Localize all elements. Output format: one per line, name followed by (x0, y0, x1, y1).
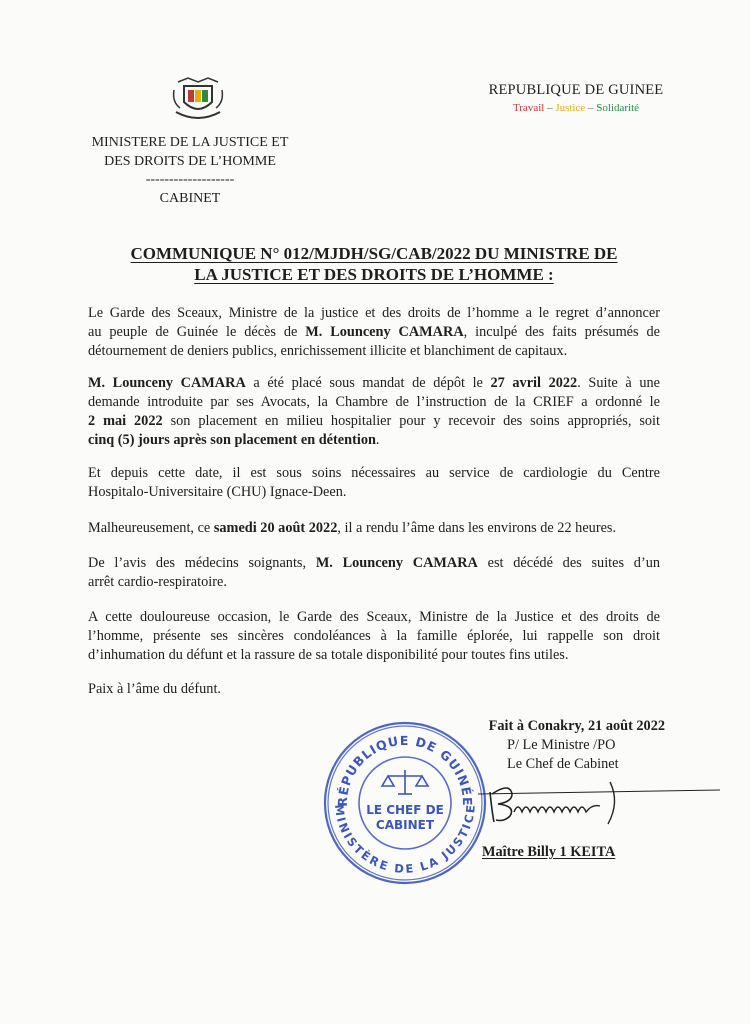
text-line: Paix à l’âme du défunt. (88, 681, 222, 697)
motto-separator: – (585, 102, 597, 114)
date-death: samedi 20 août 2022 (213, 520, 338, 536)
stamp-center-line-2: CABINET (375, 818, 435, 832)
text-span: , il a rendu l’âme dans les environs de 22 heures. (337, 520, 617, 536)
text-line (88, 374, 660, 393)
signatory-title: Le Chef de Cabinet (507, 756, 619, 772)
stamp-text-bottom: MINISTÈRE DE LA JUSTICE (331, 803, 478, 876)
republic-title: REPUBLIQUE DE GUINEE (488, 82, 664, 98)
motto-separator: – (544, 102, 556, 114)
text-span: De l’avis des médecins soignants, (88, 555, 316, 571)
text-span: Malheureusement, ce (88, 520, 214, 536)
signatory-name: Maître Billy 1 KEITA (482, 844, 616, 860)
coat-of-arms-icon (170, 72, 226, 122)
communique-title (60, 243, 688, 285)
official-stamp-icon (322, 720, 488, 886)
paragraph-closing (88, 680, 660, 699)
handwritten-signature-icon (470, 772, 730, 832)
deceased-name: M. Lounceny CAMARA (315, 555, 478, 571)
text-line: arrêt cardio-respiratoire. (88, 574, 227, 590)
text-line: d’inhumation du défunt et la rassure de sa totale disponibilité pour toutes fins utiles. (88, 647, 569, 663)
ministry-separator: ------------------- (145, 172, 235, 187)
ministry-line-1: MINISTERE DE LA JUSTICE ET (91, 135, 289, 150)
text-line: Et depuis cette date, il est sous soins nécessaires au service de cardiologie du Centre (88, 465, 660, 481)
text-line: l’homme, présente ses sincères condoléances à la famille éplorée, lui rappelle son droit (88, 628, 660, 644)
paragraph-detention (88, 374, 660, 450)
text-line: demande introduite par ses Avocats, la Chambre de l’instruction de la CRIEF a ordonné le (88, 394, 660, 410)
republic-header (470, 82, 682, 114)
date-hospital: 2 mai 2022 (88, 413, 163, 429)
text-span: . Suite à une (577, 375, 660, 391)
deceased-name: M. Lounceny CAMARA (305, 324, 464, 340)
ministry-header (70, 134, 310, 208)
place-date: Fait à Conakry, 21 août 2022 (488, 718, 665, 734)
stamp-center-line-1: LE CHEF DE (366, 803, 444, 817)
duration-text: cinq (5) jours après son placement en détention (88, 432, 376, 448)
deceased-name: M. Lounceny CAMARA (88, 375, 246, 391)
paragraph-death-date (88, 519, 660, 538)
title-line-1: COMMUNIQUE N° 012/MJDH/SG/CAB/2022 DU MINISTRE DE (130, 244, 618, 263)
text-line: Hospitalo-Universitaire (CHU) Ignace-Deen. (88, 484, 347, 500)
paragraph-condolences (88, 608, 660, 665)
on-behalf-of: P/ Le Ministre /PO (507, 737, 616, 753)
text-line (88, 431, 660, 450)
motto-solidarite: Solidarité (596, 102, 640, 114)
paragraph-announcement (88, 304, 660, 361)
paragraph-cause (88, 554, 660, 592)
text-line (88, 519, 660, 538)
text-span: au peuple de Guinée le décès de (88, 324, 306, 340)
motto-justice: Justice (555, 102, 586, 114)
ministry-line-2: DES DROITS DE L’HOMME (104, 153, 276, 169)
title-line-2: LA JUSTICE ET DES DROITS DE L’HOMME : (194, 265, 554, 284)
text-line: détournement de deniers publics, enrichissement illicite et blanchiment de capitaux. (88, 343, 568, 359)
text-span: est décédé des suites d’un (477, 555, 660, 571)
motto-travail: Travail (512, 102, 545, 114)
text-line (88, 554, 660, 573)
text-span: son placement en milieu hospitalier pour y recevoir des soins appropriés, soit (162, 413, 660, 429)
cabinet-label: CABINET (159, 190, 221, 206)
text-line (88, 412, 660, 431)
date-detention: 27 avril 2022 (490, 375, 578, 391)
national-motto (470, 102, 682, 114)
text-span: . (375, 432, 380, 448)
text-line: Le Garde des Sceaux, Ministre de la justice et des droits de l’homme a le regret d’annoncer (88, 305, 660, 321)
text-line (88, 323, 660, 342)
text-span: a été placé sous mandat de dépôt le (245, 375, 491, 391)
text-span: , inculpé des faits présumés de (463, 324, 660, 340)
stamp-text-top: RÉPUBLIQUE DE GUINÉE (334, 732, 476, 807)
text-line: A cette douloureuse occasion, le Garde des Sceaux, Ministre de la Justice et des droits de (88, 609, 660, 625)
paragraph-care (88, 464, 660, 502)
